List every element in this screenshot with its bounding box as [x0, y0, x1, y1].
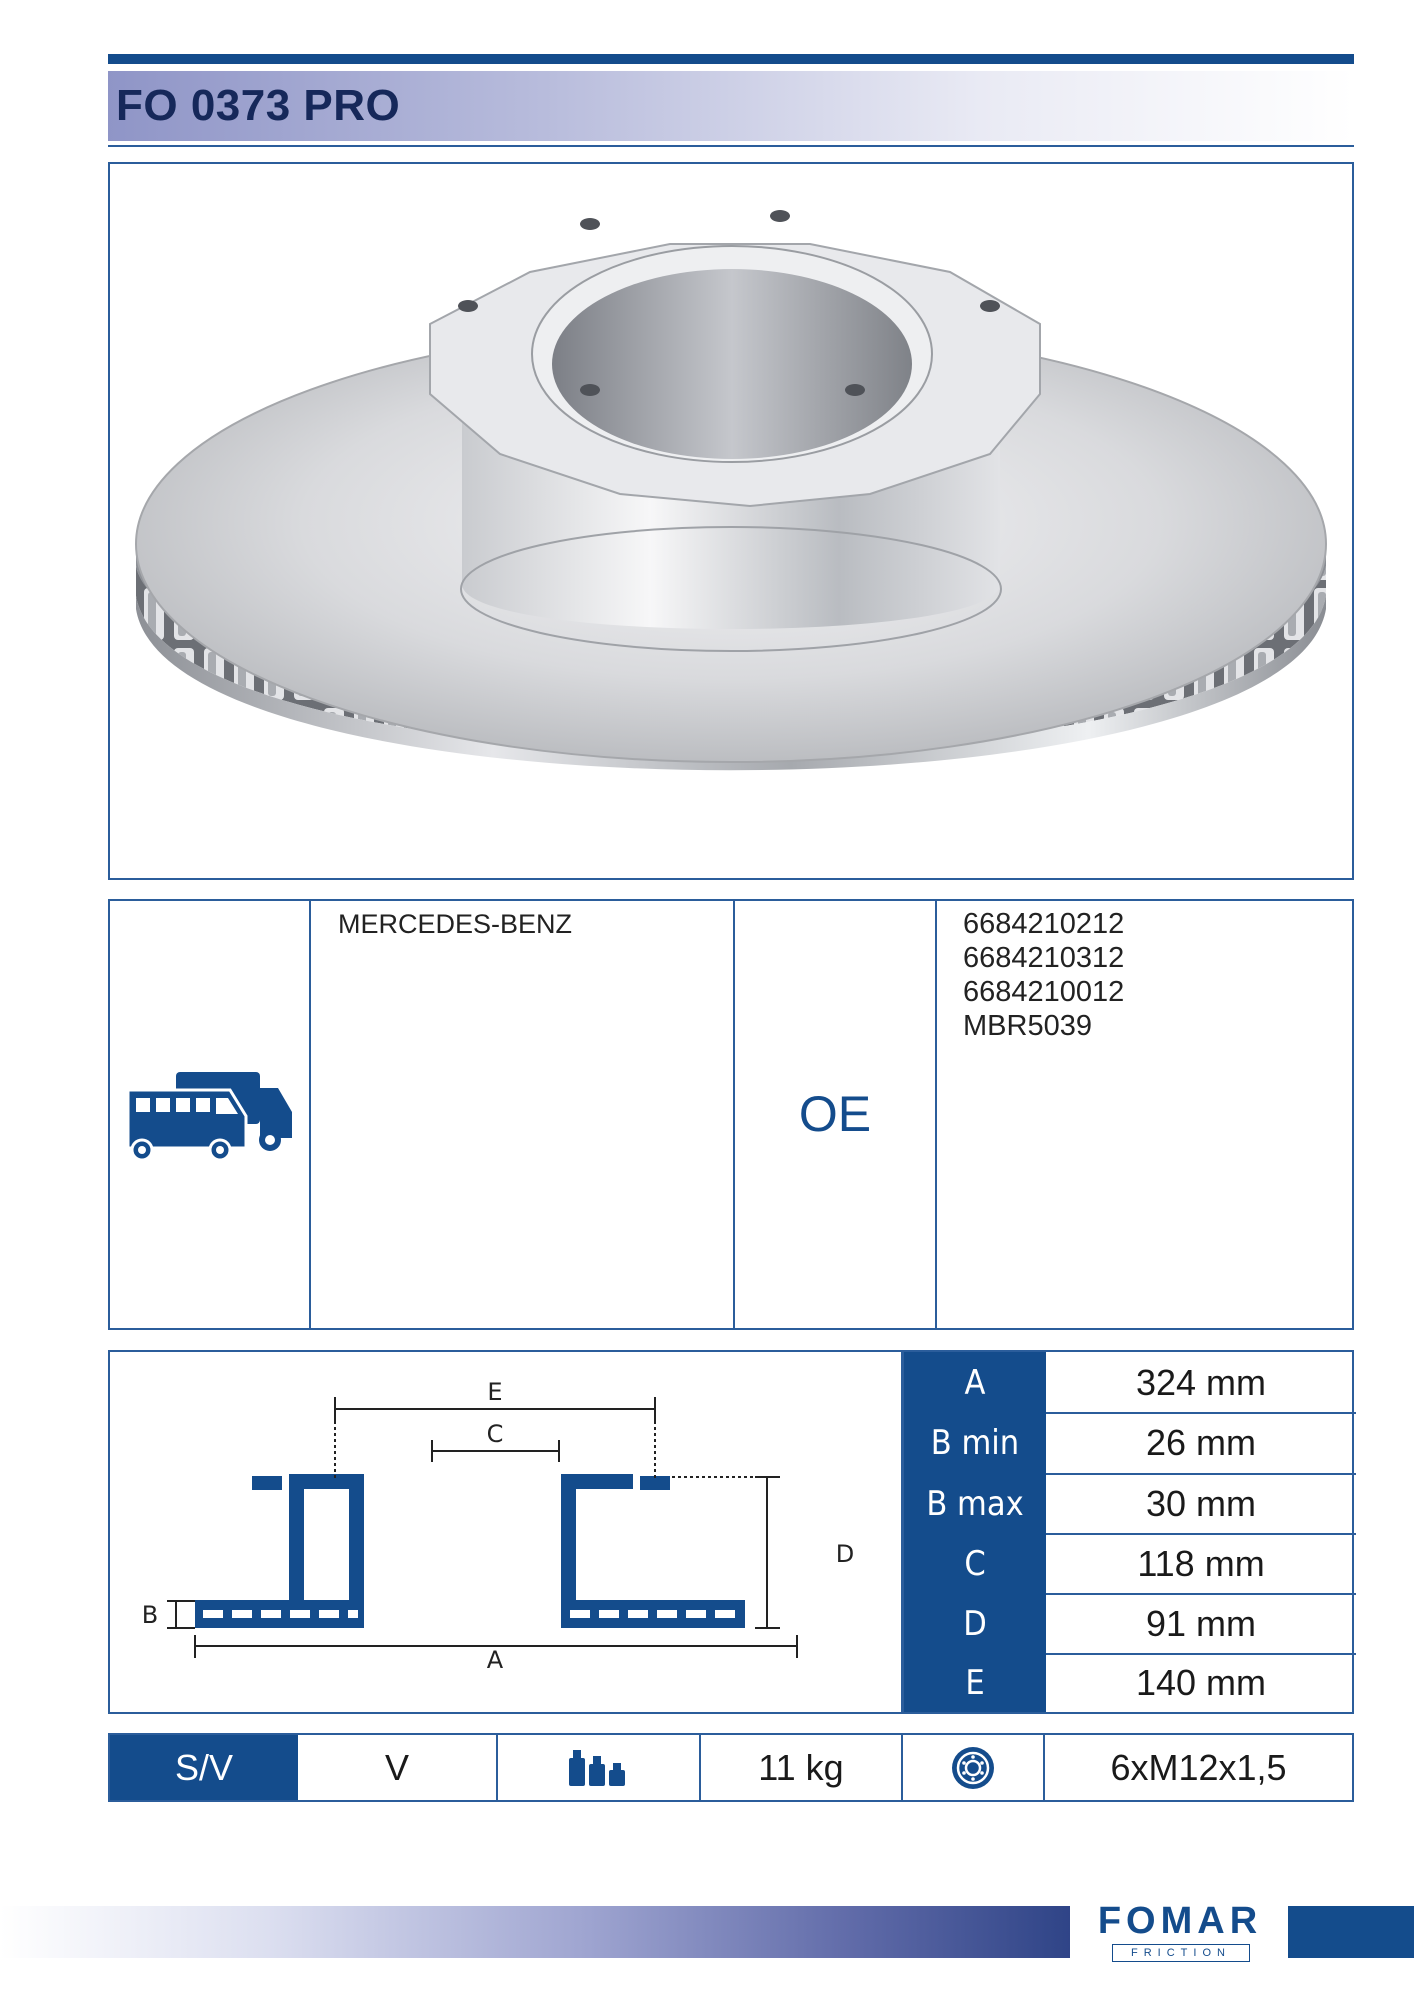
- dimension-value: 30 mm: [1145, 1482, 1257, 1524]
- oe-label: OE: [798, 1086, 872, 1142]
- dimension-value: 91 mm: [1145, 1602, 1257, 1644]
- oe-number-list: [963, 907, 1124, 1043]
- dimension-key: D: [904, 1593, 1046, 1654]
- dimension-key: B max: [904, 1473, 1046, 1534]
- dimension-row: [904, 1593, 1356, 1654]
- vehicle-make: MERCEDES-BENZ: [338, 909, 573, 939]
- bolt-value: 6xM12x1,5: [1110, 1746, 1287, 1788]
- dimension-key: E: [904, 1653, 1046, 1712]
- spec-row: [108, 1733, 1354, 1802]
- footer-gradient-bar: [0, 1906, 1070, 1958]
- dimension-row: [904, 1352, 1356, 1413]
- weights-cell: [498, 1735, 701, 1800]
- oe-number: MBR5039: [963, 1010, 1092, 1042]
- dimension-row: [904, 1653, 1356, 1712]
- dimension-key: C: [904, 1533, 1046, 1594]
- van-truck-icon: [126, 1068, 294, 1164]
- product-image-frame: [108, 162, 1354, 880]
- brake-disc-image: [110, 164, 1352, 878]
- dimension-value: 324 mm: [1135, 1361, 1267, 1403]
- dimension-drawing-frame: [108, 1350, 903, 1714]
- oe-number: 6684210012: [963, 976, 1125, 1008]
- dimension-key: A: [904, 1352, 1046, 1413]
- footer-blue-bar: [1288, 1906, 1414, 1958]
- app-divider-1: [309, 899, 311, 1330]
- diagram-label-b: B: [141, 1601, 159, 1629]
- dimension-row: [904, 1533, 1356, 1594]
- oe-number: 6684210312: [963, 942, 1125, 974]
- dimension-row: [904, 1412, 1356, 1473]
- diagram-label-c: C: [486, 1420, 504, 1448]
- page-title: FO 0373 PRO: [116, 81, 401, 130]
- bolt-cell: [903, 1735, 1045, 1800]
- title-divider: [108, 145, 1354, 147]
- dimension-value: 26 mm: [1145, 1421, 1257, 1463]
- dimension-value: 140 mm: [1135, 1661, 1267, 1703]
- application-table: [108, 899, 1354, 1330]
- dimension-row: [904, 1473, 1356, 1534]
- disc-cross-section-diagram: [110, 1352, 901, 1712]
- sv-label: S/V: [110, 1735, 298, 1800]
- brand-subtitle: FRICTION: [1112, 1944, 1250, 1962]
- sv-value: V: [298, 1735, 498, 1800]
- dimension-value: 118 mm: [1137, 1542, 1265, 1584]
- header-top-bar: [108, 54, 1354, 64]
- brand-logo: FOMAR: [1097, 1900, 1263, 1942]
- dimension-key: B min: [904, 1412, 1046, 1473]
- diagram-label-a: A: [486, 1646, 504, 1674]
- app-divider-3: [935, 899, 937, 1330]
- weights-icon: [567, 1748, 631, 1788]
- oe-number: 6684210212: [963, 908, 1125, 940]
- diagram-label-d: D: [835, 1540, 855, 1568]
- diagram-label-e: E: [487, 1378, 503, 1406]
- dimensions-table: [902, 1350, 1354, 1714]
- weight-value: 11 kg: [701, 1735, 903, 1800]
- bolt-pattern-icon: [950, 1745, 996, 1791]
